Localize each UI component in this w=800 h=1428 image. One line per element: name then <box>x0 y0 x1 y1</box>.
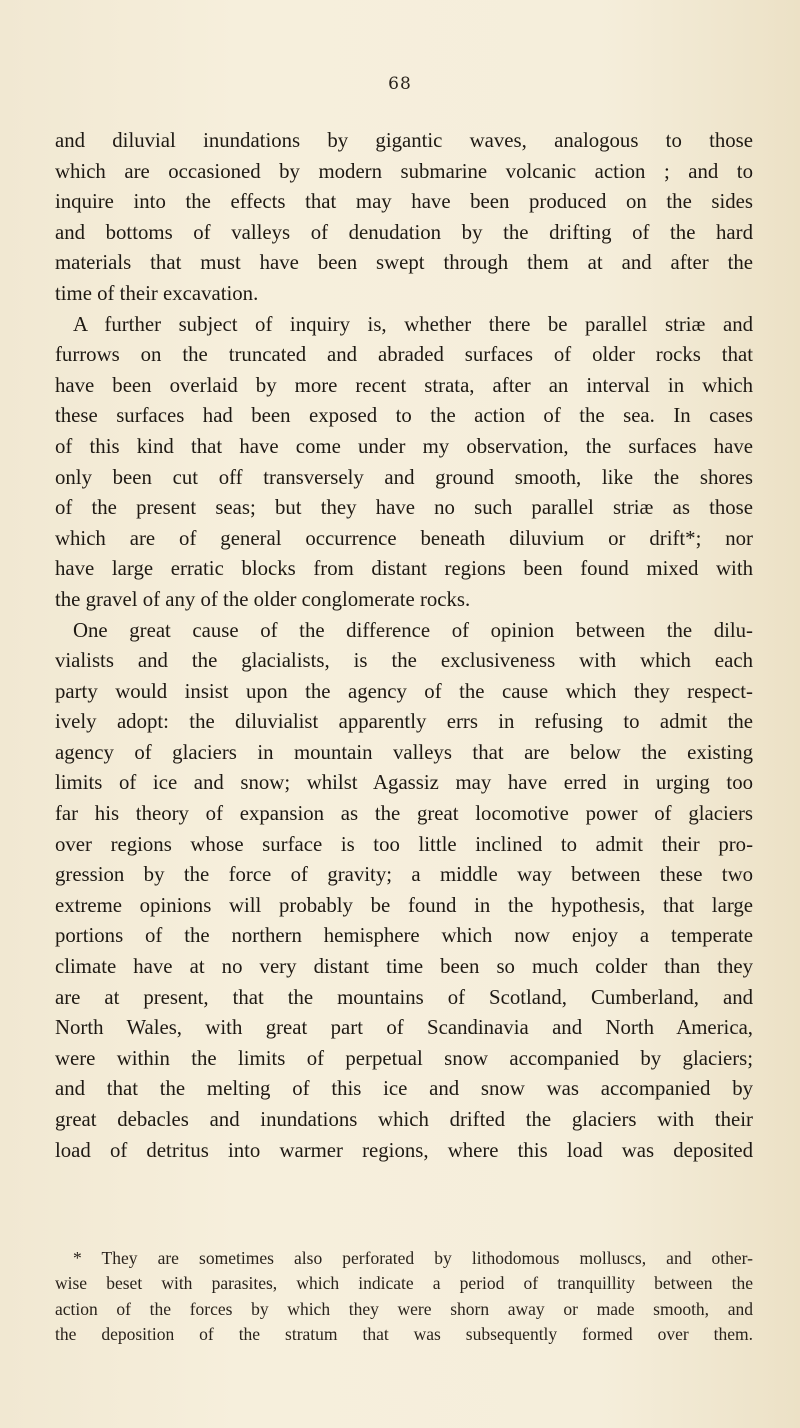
text-line: materials that must have been swept through them at and after the <box>55 251 753 275</box>
footnote-line: action of the forces by which they were shorn away or made smooth, and <box>55 1298 753 1319</box>
text-line: time of their excavation. <box>55 281 259 305</box>
text-line: are at present, that the mountains of Scotland, Cumberland, and <box>55 985 753 1009</box>
text-line: have been overlaid by more recent strata, after an interval in which <box>55 373 753 397</box>
text-line: inquire into the effects that may have been produced on the sides <box>55 190 753 214</box>
text-line: only been cut off transversely and ground smooth, like the shores <box>55 465 753 489</box>
text-line: extreme opinions will probably be found in the hypothesis, that large <box>55 893 753 917</box>
footnote-line: * They are sometimes also perforated by lithodomous molluscs, and other- <box>73 1248 753 1268</box>
text-line: A further subject of inquiry is, whether there be parallel striæ and <box>73 312 753 336</box>
text-line: agency of glaciers in mountain valleys that are below the existing <box>55 740 753 764</box>
text-line: great debacles and inundations which drifted the glaciers with their <box>55 1108 753 1131</box>
body-text <box>55 126 753 1166</box>
text-line: party would insist upon the agency of the cause which they respect- <box>55 679 753 703</box>
text-line: over regions whose surface is too little inclined to admit their pro- <box>55 832 753 856</box>
text-line: vialists and the glacialists, is the exclusiveness with which each <box>55 649 753 673</box>
text-line: ively adopt: the diluvialist apparently errs in refusing to admit the <box>55 710 753 734</box>
paragraph-2 <box>55 310 753 616</box>
text-line: limits of ice and snow; whilst Agassiz may have erred in urging too <box>55 771 753 795</box>
text-line: have large erratic blocks from distant regions been found mixed with <box>55 557 753 581</box>
text-line: which are of general occurrence beneath diluvium or drift*; nor <box>55 526 753 550</box>
text-line: portions of the northern hemisphere which now enjoy a temperate <box>55 924 753 948</box>
text-line: which are occasioned by modern submarine volcanic action ; and to <box>55 159 753 183</box>
page-number: 68 <box>388 74 412 94</box>
paragraph-3 <box>55 616 753 1167</box>
text-line: of the present seas; but they have no such parallel striæ as those <box>55 496 753 520</box>
text-line: these surfaces had been exposed to the action of the sea. In cases <box>55 404 753 428</box>
text-line: and bottoms of valleys of denudation by the drifting of the hard <box>55 220 753 244</box>
text-line: furrows on the truncated and abraded surfaces of older rocks that <box>55 343 753 367</box>
text-line: and that the melting of this ice and snow was accompanied by <box>55 1077 753 1101</box>
text-line: far his theory of expansion as the great locomotive power of glaciers <box>55 802 753 826</box>
footnote-line: wise beset with parasites, which indicate a period of tranquillity between the <box>55 1273 753 1294</box>
text-line: North Wales, with great part of Scandinavia and North America, <box>55 1016 753 1040</box>
footnote-line: the deposition of the stratum that was subsequently formed over them. <box>55 1324 753 1345</box>
text-line: and diluvial inundations by gigantic waves, analogous to those <box>55 129 753 152</box>
text-line: gression by the force of gravity; a middle way between these two <box>55 863 753 887</box>
text-line: the gravel of any of the older conglomerate rocks. <box>55 587 471 611</box>
text-line: One great cause of the difference of opinion between the dilu- <box>73 618 753 642</box>
text-line: load of detritus into warmer regions, where this load was deposited <box>55 1138 753 1162</box>
footnote <box>55 1246 753 1348</box>
text-line: of this kind that have come under my observation, the surfaces have <box>55 434 753 458</box>
paragraph-1 <box>55 126 753 310</box>
text-line: climate have at no very distant time been so much colder than they <box>55 955 753 979</box>
text-line: were within the limits of perpetual snow accompanied by glaciers; <box>55 1046 753 1070</box>
